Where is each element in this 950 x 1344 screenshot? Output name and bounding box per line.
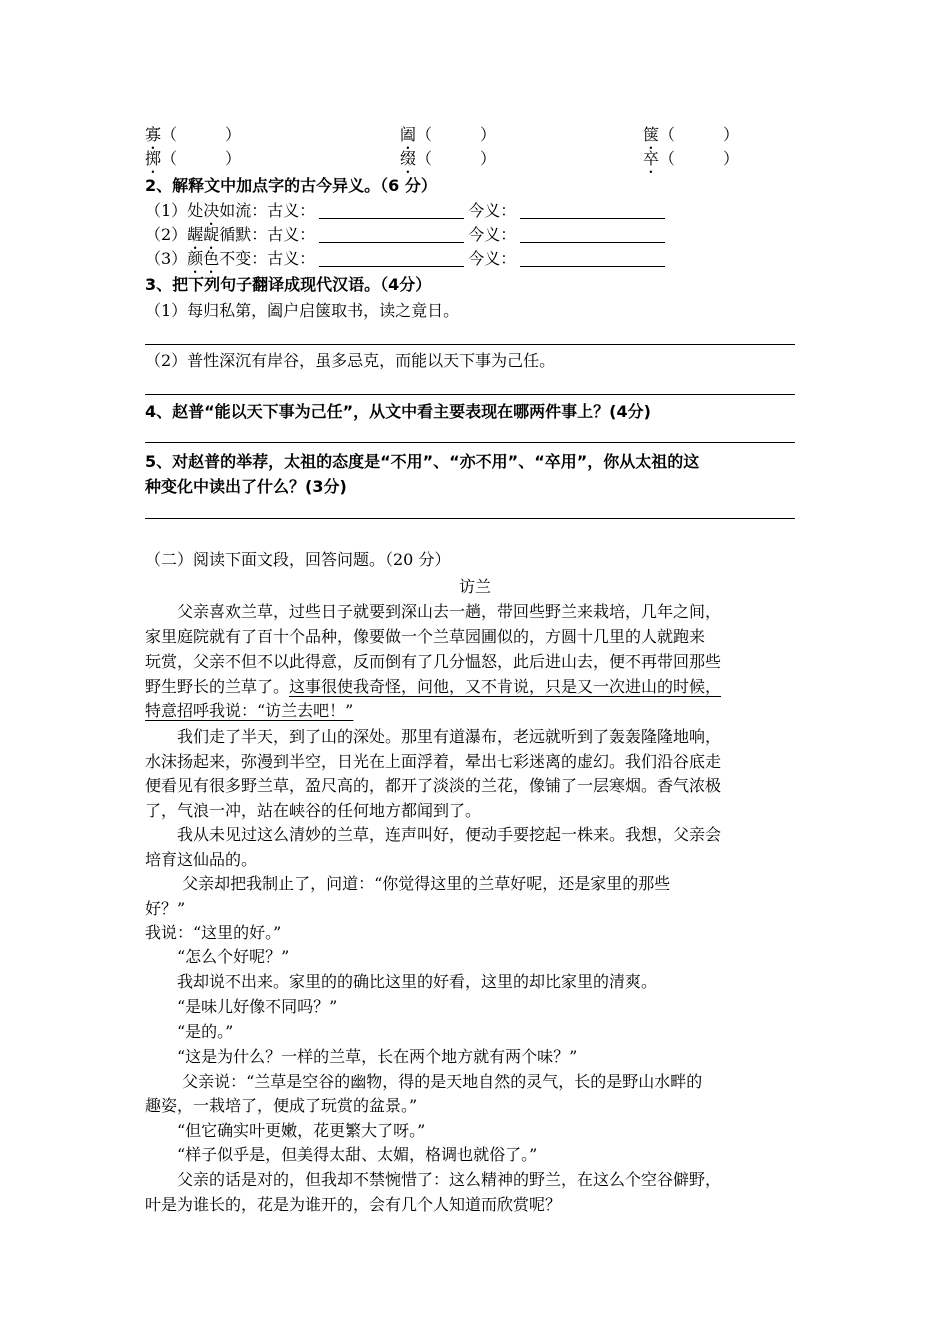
passage-line: “是味儿好像不同吗？” xyxy=(145,997,338,1016)
passage-line: 便看见有很多野兰草，盈尺高的，都开了淡淡的兰花，像铺了一层寒烟。香气浓极 xyxy=(145,776,722,795)
vocab-item: 卒（ ） xyxy=(643,149,740,168)
passage-line: “是的。” xyxy=(145,1022,234,1041)
question-2-heading: 2、解释文中加点字的古今异义。（6 分） xyxy=(145,176,437,195)
section-2-heading: （二）阅读下面文段，回答问题。（20 分） xyxy=(145,550,451,569)
passage-line: 我却说不出来。家里的的确比这里的好看，这里的却比家里的清爽。 xyxy=(145,972,658,991)
vocab-item: 箧（ ） xyxy=(643,125,740,144)
answer-line[interactable] xyxy=(145,394,795,395)
question-3-heading: 3、把下列句子翻译成现代汉语。（4分） xyxy=(145,275,432,294)
passage-line: “这是为什么？一样的兰草，长在两个地方就有两个味？” xyxy=(145,1047,578,1066)
answer-blank[interactable] xyxy=(520,250,665,267)
q3-sentence-2: （2）普性深沉有岸谷，虽多忌克，而能以天下事为己任。 xyxy=(145,351,556,370)
passage-line: 我们走了半天，到了山的深处。那里有道瀑布，老远就听到了轰轰隆隆地响， xyxy=(145,727,722,746)
passage-line: “怎么个好呢？” xyxy=(145,947,290,966)
passage-line: 玩赏，父亲不但不以此得意，反而倒有了几分愠怒，此后进山去，便不再带回那些 xyxy=(145,652,722,671)
passage-line: 父亲喜欢兰草，过些日子就要到深山去一趟，带回些野兰来栽培，几年之间， xyxy=(145,602,722,621)
passage-line: 好？” xyxy=(145,899,186,918)
answer-line[interactable] xyxy=(145,518,795,519)
q3-sentence-1: （1）每归私第，阖户启箧取书，读之竟日。 xyxy=(145,301,460,320)
question-5-line-1: 5、对赵普的举荐，太祖的态度是“不用”、“亦不用”、“卒用”，你从太祖的这 xyxy=(145,452,700,471)
passage-line: 叶是为谁长的，花是为谁开的，会有几个人知道而欣赏呢？ xyxy=(145,1195,562,1214)
answer-line[interactable] xyxy=(145,344,795,345)
passage-line: 我从未见过这么清妙的兰草，连声叫好，便动手要挖起一株来。我想，父亲会 xyxy=(145,825,722,844)
passage-line: 水沫扬起来，弥漫到半空，日光在上面浮着，晕出七彩迷离的虚幻。我们沿谷底走 xyxy=(145,752,722,771)
answer-blank[interactable] xyxy=(520,202,665,219)
q2-item-1: （1）处决如流：古义： 今义： xyxy=(145,199,669,229)
passage-line: 了，气浪一冲，站在峡谷的任何地方都闻到了。 xyxy=(145,801,482,820)
passage-line: “样子似乎是，但美得太甜、太媚，格调也就俗了。” xyxy=(145,1145,538,1164)
q2-item-3: （3）颜色不变：古义： 今义： xyxy=(145,247,669,277)
question-5-line-2: 种变化中读出了什么？(3分) xyxy=(145,477,347,496)
underlined-sentence: 这事很使我奇怪，问他，又不肯说，只是又一次进山的时候， xyxy=(289,677,722,696)
answer-blank[interactable] xyxy=(319,250,464,267)
passage-line: 父亲说：“兰草是空谷的幽物，得的是天地自然的灵气，长的是野山水畔的 xyxy=(145,1072,703,1091)
vocab-item: 寡（ ） xyxy=(145,125,242,144)
passage-line: 我说：“这里的好。” xyxy=(145,923,282,942)
vocab-item: 缀（ ） xyxy=(400,149,497,168)
passage-line: “但它确实叶更嫩，花更繁大了呀。” xyxy=(145,1121,426,1140)
question-4: 4、赵普“能以天下事为己任”，从文中看主要表现在哪两件事上？(4分) xyxy=(145,402,651,421)
passage-line: 培育这仙品的。 xyxy=(145,850,258,869)
q2-item-2: （2）龌龊循默：古义： 今义： xyxy=(145,223,669,253)
passage-line: 野生野长的兰草了。这事很使我奇怪，问他，又不肯说，只是又一次进山的时候， xyxy=(145,677,722,696)
passage-title: 访兰 xyxy=(458,577,491,596)
answer-line[interactable] xyxy=(145,442,795,443)
passage-line: 趣姿，一栽培了，便成了玩赏的盆景。” xyxy=(145,1096,418,1115)
underlined-sentence: 特意招呼我说：“访兰去吧！” xyxy=(145,701,354,720)
answer-blank[interactable] xyxy=(319,202,464,219)
passage-line: 父亲却把我制止了，问道：“你觉得这里的兰草好呢，还是家里的那些 xyxy=(145,874,671,893)
vocab-item: 阖（ ） xyxy=(400,125,497,144)
passage-line: 家里庭院就有了百十个品种，像要做一个兰草园圃似的，方圆十几里的人就跑来 xyxy=(145,627,706,646)
answer-blank[interactable] xyxy=(319,226,464,243)
answer-blank[interactable] xyxy=(520,226,665,243)
passage-line: 父亲的话是对的，但我却不禁惋惜了：这么精神的野兰，在这么个空谷僻野， xyxy=(145,1170,722,1189)
vocab-item: 掷（ ） xyxy=(145,149,242,168)
